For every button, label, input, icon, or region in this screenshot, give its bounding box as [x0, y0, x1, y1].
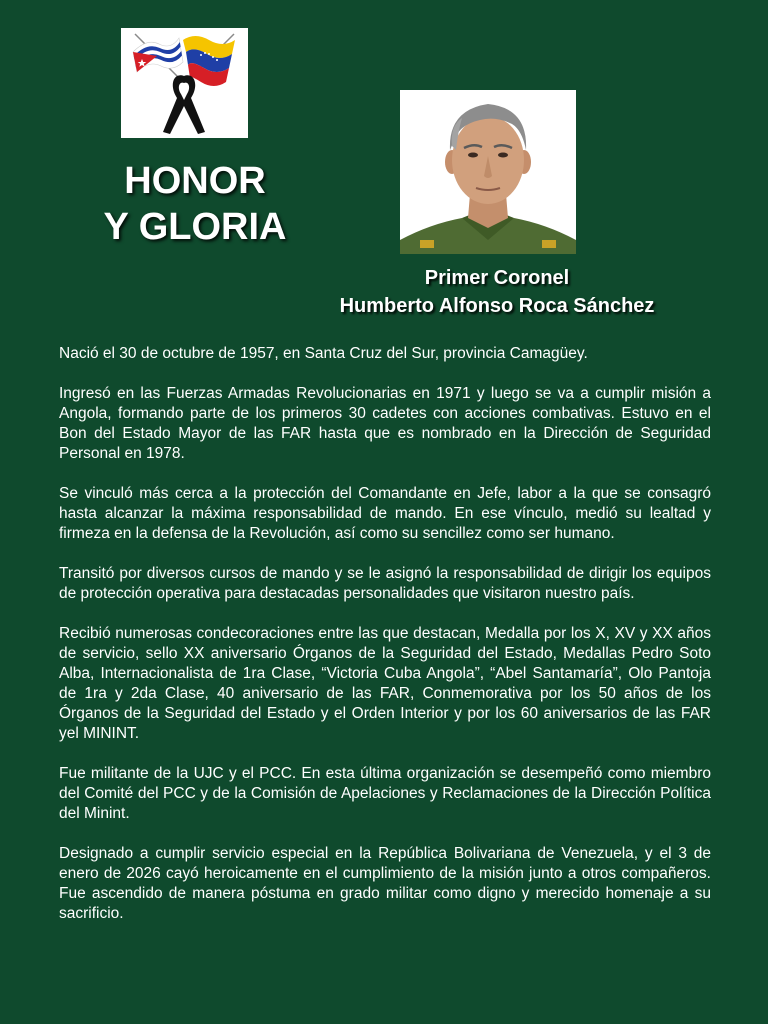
- bio-paragraph-birth: Nació el 30 de octubre de 1957, en Santa Cruz del Sur, provincia Camagüey.: [59, 345, 588, 362]
- headline-line-1: HONOR: [124, 160, 266, 202]
- crossed-flags-ribbon-icon: [121, 28, 248, 138]
- officer-portrait: [400, 90, 576, 254]
- headline-line-2: Y GLORIA: [103, 206, 287, 248]
- bio-paragraph-far: Ingresó en las Fuerzas Armadas Revolucionarias en 1971 y luego se va a cumplir misión a Angola, formando parte de los primeros 30 cadetes con acciones combativas. Estuvo en el Bon del Estado Mayor de las FAR hasta que es nombrado en la Dirección de Seguridad Personal en 1978.: [59, 385, 711, 462]
- mourning-ribbon-icon: [163, 75, 205, 134]
- officer-photo: [400, 90, 576, 254]
- mourning-emblem: [121, 28, 248, 138]
- officer-name-block: [280, 264, 714, 320]
- officer-rank: Primer Coronel: [424, 267, 570, 289]
- biography: [59, 344, 711, 944]
- bio-paragraph-militancy: Fue militante de la UJC y el PCC. En esta última organización se desempeñó como miembro del Comité del PCC y de la Comisión de Apelaciones y Reclamaciones de la Dirección Política del Minint.: [59, 765, 711, 822]
- bio-paragraph-decorations: Recibió numerosas condecoraciones entre las que destacan, Medalla por los X, XV y XX años de servicio, sello XX aniversario Órganos de la Seguridad del Estado, Medallas Pedro Soto Alba, Internacionalista de 1ra Clase, “Victoria Cuba Angola”, “Abel Santamaría”, Olo Pantoja de 1ra y 2da Clase, 40 aniversario de las FAR, Conmemorativa por los 50 años de los Órganos de la Seguridad del Estado y el Orden Interior y por los 60 aniversarios de las FAR yel MININT.: [59, 625, 711, 742]
- bio-paragraph-protection: Se vinculó más cerca a la protección del Comandante en Jefe, labor a la que se consagró hasta alcanzar la máxima responsabilidad de mando. En ese vínculo, medió su lealtad y firmeza en la defensa de la Revolución, así como su sencillez como ser humano.: [59, 485, 711, 542]
- officer-name: Humberto Alfonso Roca Sánchez: [339, 295, 655, 317]
- honor-headline: [60, 158, 330, 250]
- bio-paragraph-venezuela: Designado a cumplir servicio especial en la República Bolivariana de Venezuela, y el 3 de enero de 2026 cayó heroicamente en el cumplimiento de la misión junto a otros compañeros. Fue ascendido de manera póstuma en grado militar como digno y merecido homenaje a su sacrificio.: [59, 845, 711, 922]
- cuba-flag-icon: [133, 38, 183, 72]
- bio-paragraph-courses: Transitó por diversos cursos de mando y se le asignó la responsabilidad de dirigir los equipos de protección operativa para destacadas personalidades que visitaron nuestro país.: [59, 565, 711, 602]
